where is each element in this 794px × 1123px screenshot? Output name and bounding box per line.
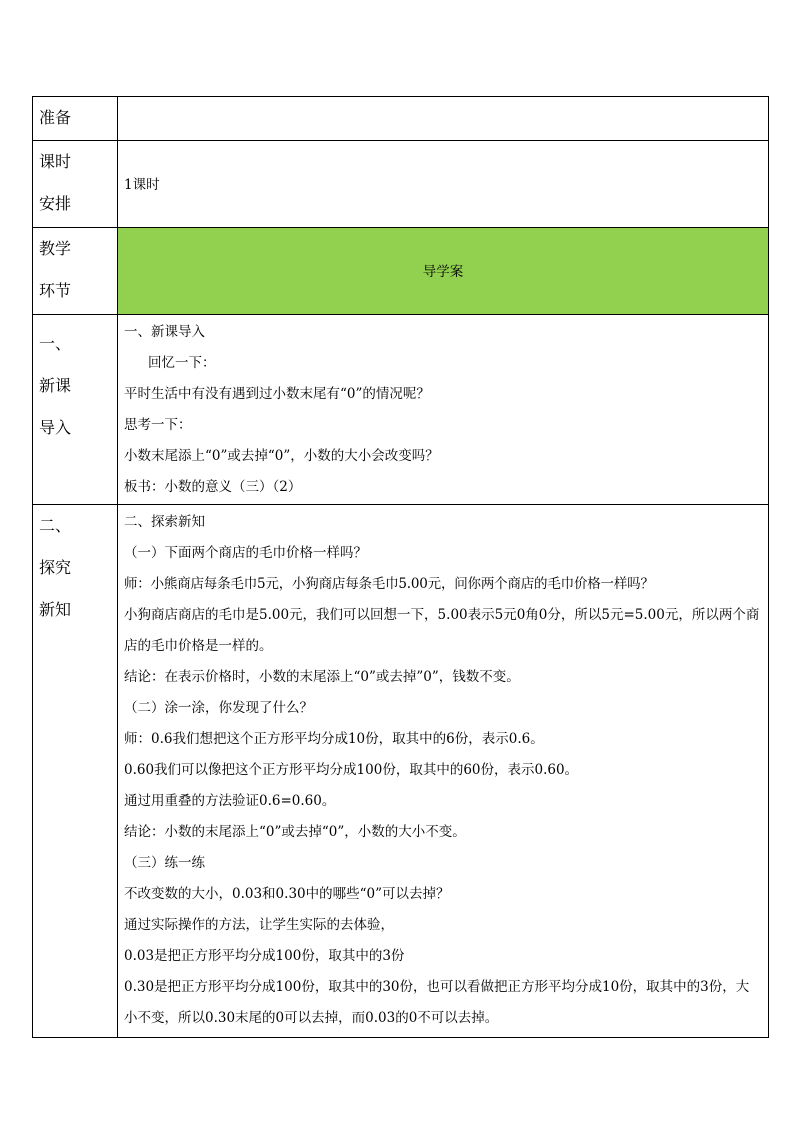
- label-line: 安排: [39, 194, 72, 213]
- row-explore-new-knowledge: [33, 505, 769, 1038]
- preparation-content: [118, 97, 769, 141]
- explore-content: [118, 505, 769, 1038]
- label-line: 一、: [39, 334, 72, 353]
- guided-plan-header: 导学案: [118, 228, 769, 315]
- lesson-plan-table: [32, 96, 769, 1038]
- explore-line: 通过实际操作的方法，让学生实际的去体验，: [124, 917, 394, 933]
- intro-content: [118, 315, 769, 505]
- explore-subheading: （一）下面两个商店的毛巾价格一样吗？: [124, 545, 367, 561]
- explore-line: 0.03是把正方形平均分成100份，取其中的3份: [124, 948, 405, 964]
- label-new-lesson-intro: [33, 315, 118, 505]
- label-line: 新知: [39, 600, 72, 619]
- explore-line: 通过用重叠的方法验证0.6=0.60。: [124, 793, 336, 809]
- explore-line: 0.30是把正方形平均分成100份，取其中的30份，也可以看做把正方形平均分成10份，取其中的3份，大小不变，所以0.30末尾的0可以去掉，而0.03的0不可以去掉。: [124, 979, 750, 1026]
- label-line: 导入: [39, 418, 72, 437]
- label-preparation-text: 准备: [39, 108, 72, 127]
- explore-heading: 二、探索新知: [124, 514, 205, 530]
- label-teaching-stage: [33, 228, 118, 315]
- explore-subheading: （三）练一练: [124, 855, 205, 871]
- label-line: 新课: [39, 376, 72, 395]
- intro-line: 回忆一下：: [148, 355, 216, 371]
- intro-line: 平时生活中有没有遇到过小数末尾有“0”的情况呢？: [124, 386, 430, 402]
- row-class-hours: [33, 141, 769, 228]
- label-line: 课时: [39, 152, 72, 171]
- explore-line: 师：0.6我们想把这个正方形平均分成10份，取其中的6份，表示0.6。: [124, 731, 544, 747]
- intro-line: 思考一下：: [124, 417, 192, 433]
- intro-line: 板书：小数的意义（三）（2）: [124, 479, 302, 495]
- explore-line: 小狗商店商店的毛巾是5.00元，我们可以回想一下，5.00表示5元0角0分，所以5元=5.00元，所以两个商店的毛巾价格是一样的。: [124, 607, 760, 654]
- label-line: 探究: [39, 558, 72, 577]
- explore-line: 结论：在表示价格时，小数的末尾添上“0”或去掉”0”，钱数不变。: [124, 669, 520, 685]
- label-line: 教学: [39, 239, 72, 258]
- row-new-lesson-intro: [33, 315, 769, 505]
- intro-heading: 一、新课导入: [124, 324, 205, 340]
- label-preparation: [33, 97, 118, 141]
- row-preparation: [33, 97, 769, 141]
- label-class-hours: [33, 141, 118, 228]
- explore-line: 0.60我们可以像把这个正方形平均分成100份，取其中的60份，表示0.60。: [124, 762, 579, 778]
- explore-line: 结论：小数的末尾添上“0”或去掉“0”，小数的大小不变。: [124, 824, 466, 840]
- label-line: 二、: [39, 516, 72, 535]
- label-explore: [33, 505, 118, 1038]
- explore-line: 师：小熊商店每条毛巾5元，小狗商店每条毛巾5.00元，问你两个商店的毛巾价格一样吗？: [124, 576, 654, 592]
- label-line: 环节: [39, 281, 72, 300]
- class-hours-value: 1课时: [118, 141, 769, 228]
- explore-subheading: （二）涂一涂，你发现了什么？: [124, 700, 313, 716]
- explore-line: 不改变数的大小，0.03和0.30中的哪些“0”可以去掉？: [124, 886, 450, 902]
- intro-line: 小数末尾添上“0”或去掉“0”，小数的大小会改变吗？: [124, 448, 439, 464]
- row-teaching-stage: [33, 228, 769, 315]
